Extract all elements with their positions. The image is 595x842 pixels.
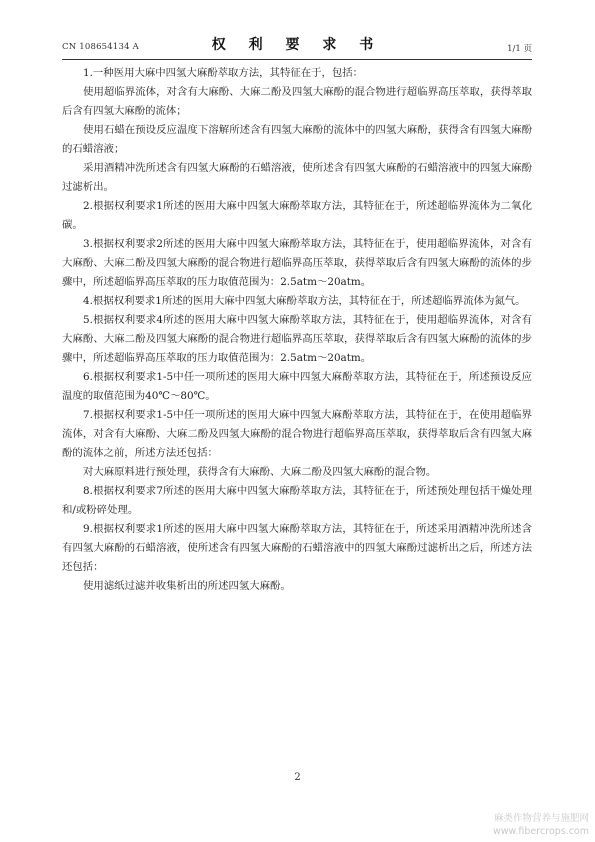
page-number: 2 bbox=[294, 772, 301, 783]
page-title: 权 利 要 求 书 bbox=[211, 37, 383, 53]
header-divider bbox=[62, 59, 532, 60]
claim-paragraph: 使用超临界流体，对含有大麻酚、大麻二酚及四氢大麻酚的混合物进行超临界高压萃取，获得萃取后含有四氢大麻酚的流体； bbox=[62, 86, 532, 117]
claim-paragraph: 1.一种医用大麻中四氢大麻酚萃取方法，其特征在于，包括： bbox=[83, 67, 364, 79]
claim-paragraph: 3.根据权利要求2所述的医用大麻中四氢大麻酚萃取方法，其特征在于，使用超临界流体，对含有大麻酚、大麻二酚及四氢大麻酚的混合物进行超临界高压萃取，获得萃取后含有四氢大麻酚的流体的步骤中，所述超临界高压萃取的压力取值范围为：2.5atm～20atm。 bbox=[62, 238, 532, 288]
watermark-line-1: 麻类作物营养与施肥网 bbox=[493, 813, 589, 824]
page-info: 1/1 页 bbox=[507, 44, 532, 54]
claim-paragraph: 6.根据权利要求1-5中任一项所述的医用大麻中四氢大麻酚萃取方法，其特征在于，所述预设反应温度的取值范围为40℃～80℃。 bbox=[62, 371, 532, 402]
claim-paragraph: 9.根据权利要求1所述的医用大麻中四氢大麻酚萃取方法，其特征在于，所述采用酒精冲洗所述含有四氢大麻酚的石蜡溶液，使所述含有四氢大麻酚的石蜡溶液中的四氢大麻酚过滤析出之后，所述方法还包括： bbox=[62, 523, 532, 573]
site-watermark bbox=[493, 812, 589, 838]
claim-paragraph: 8.根据权利要求7所述的医用大麻中四氢大麻酚萃取方法，其特征在于，所述预处理包括干燥处理和/或粉碎处理。 bbox=[62, 485, 532, 516]
claim-paragraph: 5.根据权利要求4所述的医用大麻中四氢大麻酚萃取方法，其特征在于，使用超临界流体，对含有大麻酚、大麻二酚及四氢大麻酚的混合物进行超临界高压萃取，获得萃取后含有四氢大麻酚的流体的步骤中，所述超临界高压萃取的压力取值范围为：2.5atm～20atm。 bbox=[62, 314, 532, 364]
claim-paragraph: 2.根据权利要求1所述的医用大麻中四氢大麻酚萃取方法，其特征在于，所述超临界流体为二氧化碳。 bbox=[62, 200, 532, 231]
page-header bbox=[62, 34, 532, 56]
claim-paragraph: 使用滤纸过滤并收集析出的所述四氢大麻酚。 bbox=[83, 580, 291, 592]
claims-body bbox=[62, 64, 532, 596]
claim-paragraph: 采用酒精冲洗所述含有四氢大麻酚的石蜡溶液，使所述含有四氢大麻酚的石蜡溶液中的四氢大麻酚过滤析出。 bbox=[62, 162, 532, 193]
claim-paragraph: 对大麻原料进行预处理，获得含有大麻酚、大麻二酚及四氢大麻酚的混合物。 bbox=[83, 466, 437, 478]
document-number: CN 108654134 A bbox=[62, 42, 139, 52]
claim-paragraph: 4.根据权利要求1所述的医用大麻中四氢大麻酚萃取方法，其特征在于，所述超临界流体为氮气。 bbox=[83, 295, 526, 307]
claim-paragraph: 7.根据权利要求1-5中任一项所述的医用大麻中四氢大麻酚萃取方法，其特征在于，在使用超临界流体，对含有大麻酚、大麻二酚及四氢大麻酚的混合物进行超临界高压萃取，获得萃取后含有四氢大麻酚的流体之前，所述方法还包括： bbox=[62, 409, 532, 459]
claim-paragraph: 使用石蜡在预设反应温度下溶解所述含有四氢大麻酚的流体中的四氢大麻酚，获得含有四氢大麻酚的石蜡溶液； bbox=[62, 124, 532, 155]
watermark-line-2: www.fibercrops.com bbox=[492, 826, 589, 837]
